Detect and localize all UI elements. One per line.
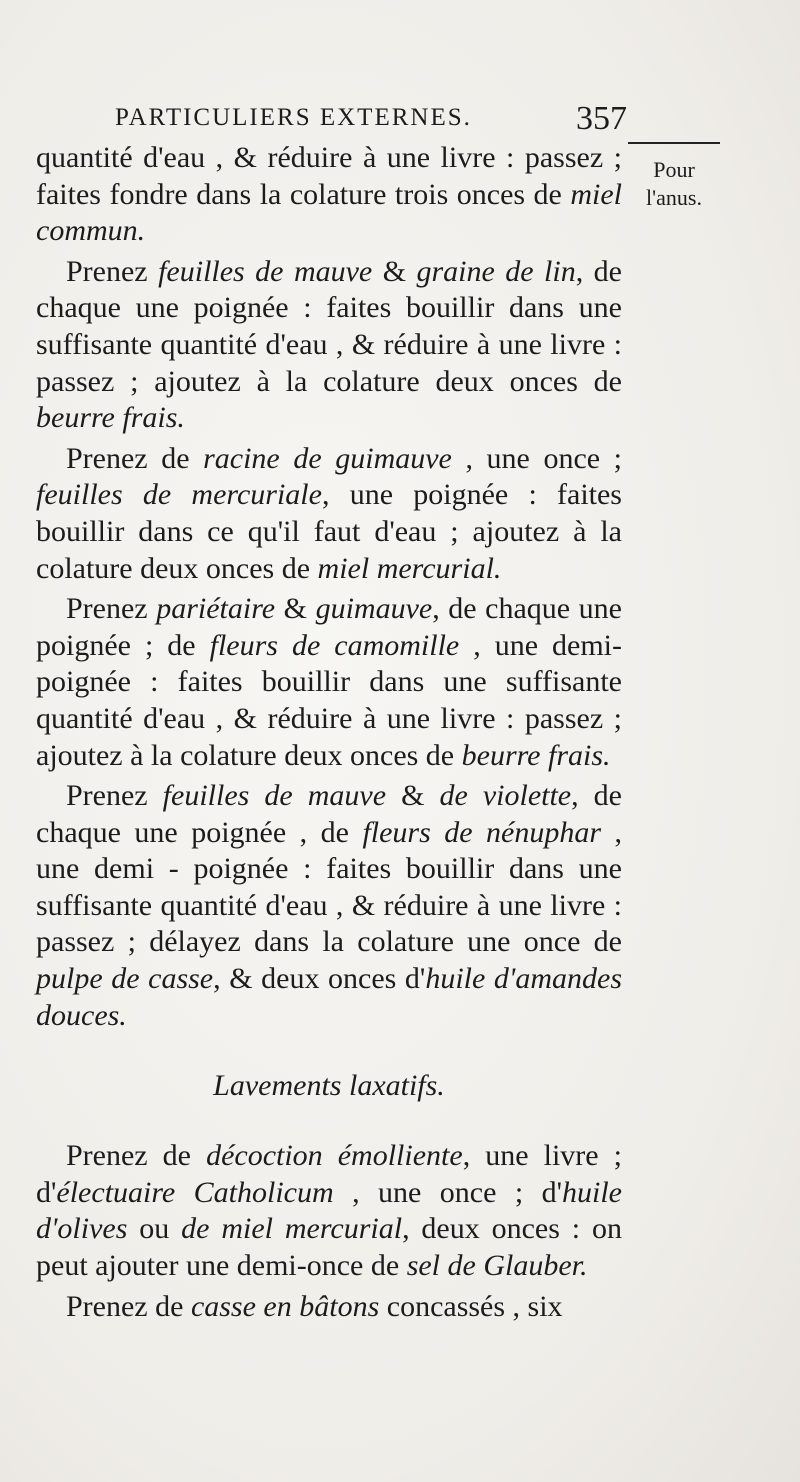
- margin-note: [628, 142, 720, 212]
- paragraph: [36, 1138, 622, 1284]
- italic-text: guimauve: [315, 592, 433, 626]
- text-run: , deux onces : on peut ajouter une demi-once de: [36, 1212, 622, 1283]
- italic-text: graine de lin: [416, 254, 576, 288]
- italic-text: feuilles de mercuriale: [36, 478, 322, 512]
- italic-text: miel mercurial.: [317, 551, 502, 585]
- margin-note-line: Pour: [653, 157, 695, 182]
- italic-text: de violette: [439, 779, 572, 813]
- text-run: &: [372, 254, 417, 288]
- text-run: Prenez: [66, 592, 157, 626]
- text-run: &: [386, 779, 440, 813]
- italic-text: casse en bâtons: [190, 1289, 380, 1323]
- text-run: &: [275, 592, 316, 626]
- italic-text: décoction émolliente: [206, 1139, 463, 1173]
- text-run: , de chaque une poignée , de: [36, 779, 622, 849]
- paragraph-group: [36, 140, 622, 1034]
- text-run: , une once ; d': [333, 1175, 563, 1209]
- italic-text: électuaire Catholicum: [56, 1175, 334, 1209]
- text-run: , & deux onces d': [213, 962, 426, 996]
- text-run: , de chaque une poignée ; de: [36, 592, 622, 662]
- text-run: Prenez: [66, 779, 163, 813]
- italic-text: feuilles de mauve: [158, 254, 373, 288]
- paragraph: [36, 140, 622, 250]
- paragraph-group: [36, 1138, 622, 1325]
- page-number: 357: [576, 100, 627, 137]
- paragraph: [36, 441, 622, 587]
- text-run: , une poignée : faites bouillir dans ce qu'il faut d'eau ; ajoutez à la colature deux onces de: [36, 478, 622, 585]
- italic-text: pulpe de casse: [36, 962, 214, 996]
- italic-text: pariétaire: [156, 592, 276, 626]
- italic-text: sel de Glauber.: [406, 1249, 588, 1283]
- italic-text: feuilles de mauve: [162, 779, 387, 813]
- text-run: , une livre ; d': [36, 1139, 622, 1209]
- paragraph: [36, 1289, 622, 1326]
- paragraph: [36, 778, 622, 1034]
- italic-text: de miel mercurial: [181, 1212, 403, 1246]
- text-run: , une once ;: [451, 441, 622, 475]
- italic-text: beurre frais.: [461, 738, 611, 772]
- text-run: , de chaque une poignée : faites bouillir dans une suffisante quantité d'eau , & réduire à une livre : passez ; ajoutez à la colature deux onces de: [36, 254, 622, 398]
- paragraph: [36, 254, 622, 437]
- text-run: , une demi - poignée : faites bouillir dans une suffisante quantité d'eau , & réduire à une livre : passez ; délayez dans la colature une once de: [36, 815, 623, 959]
- paragraph: [36, 591, 622, 774]
- text-run: , une demi-poignée : faites bouillir dans une suffisante quantité d'eau , & réduire à une livre : passez ; ajoutez à la colature deux onces de: [36, 628, 622, 772]
- italic-text: beurre frais.: [36, 401, 185, 435]
- text-run: quantité d'eau , & réduire à une livre : passez ; faites fondre dans la colature trois onces de: [36, 141, 622, 211]
- italic-text: fleurs de camomille: [209, 628, 460, 662]
- body-text: [36, 140, 622, 1325]
- italic-text: miel commun.: [36, 177, 622, 248]
- text-run: Prenez de: [66, 1139, 207, 1173]
- margin-note-line: l'anus.: [646, 185, 702, 210]
- italic-text: huile d'olives: [36, 1175, 623, 1246]
- text-run: Prenez de: [66, 1289, 191, 1323]
- text-run: concassés , six: [379, 1289, 563, 1323]
- section-title: Lavements laxatifs.: [213, 1069, 445, 1103]
- text-run: ou: [127, 1212, 182, 1246]
- running-title: PARTICULIERS EXTERNES.: [115, 104, 472, 131]
- text-run: Prenez de: [66, 441, 204, 475]
- italic-text: fleurs de nénuphar: [362, 815, 602, 849]
- italic-text: racine de guimauve: [203, 441, 452, 475]
- text-run: Prenez: [66, 254, 159, 288]
- italic-text: huile d'amandes douces.: [36, 962, 622, 1032]
